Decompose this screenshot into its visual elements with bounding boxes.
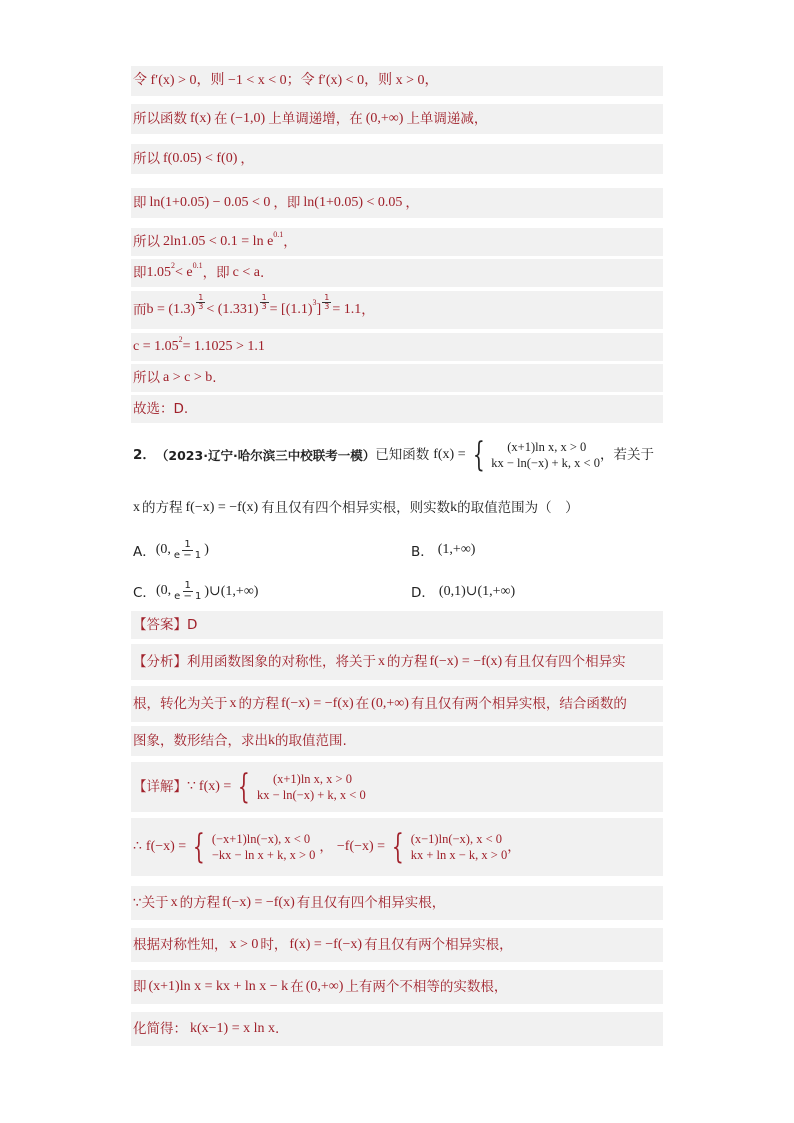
option-c[interactable] xyxy=(133,575,258,607)
detail-line-6 xyxy=(131,1012,663,1046)
math-span: f(x) = −f(−x) xyxy=(289,936,363,952)
text-span: ，即 xyxy=(202,264,230,281)
piecewise-cases xyxy=(491,439,600,471)
analysis-line-3 xyxy=(131,726,663,756)
text-span: 上有两个不相等的实数根， xyxy=(345,978,508,995)
text-span: . xyxy=(259,264,265,281)
piecewise-function xyxy=(466,435,600,475)
math-span: = [(1.1) xyxy=(269,301,313,317)
fraction xyxy=(172,581,203,602)
text-span: 时， xyxy=(260,936,288,953)
math-span: f(−x) = −f(x) xyxy=(429,653,503,669)
fraction-numerator: 1 xyxy=(184,579,191,591)
superscript: 3 xyxy=(312,298,317,308)
text-span: ，若关于 xyxy=(599,446,654,463)
text-span: ， xyxy=(361,301,375,318)
option-label: B． xyxy=(411,544,434,560)
math-span: (0,+∞) xyxy=(365,110,404,126)
text-span: ∵关于 xyxy=(133,894,169,911)
text-span: 的取值范围. xyxy=(275,732,347,749)
fraction-denominator: 3 xyxy=(198,301,204,311)
case-2: kx − ln(−x) + k, x < 0 xyxy=(491,456,600,470)
math-span: (0,+∞) xyxy=(305,978,344,994)
math-span: f(−x) = −f(x) xyxy=(185,499,259,515)
detail-line-2 xyxy=(131,818,663,876)
case-1: (x+1)ln x, x > 0 xyxy=(272,772,352,786)
solution-line-7 xyxy=(131,291,663,329)
derivative-sign-text: 令 f′(x) > 0，则 −1 < x < 0；令 f′(x) < 0，则 x > 0， xyxy=(133,72,439,88)
text-span: 有且仅有四个相异实根， xyxy=(296,894,446,911)
question-source: （2023·辽宁·哈尔滨三中校联考一模） xyxy=(155,447,376,463)
text-span: 根据对称性知， xyxy=(133,936,228,953)
math-span: ln(1+0.05) − 0.05 < 0 xyxy=(149,194,271,210)
math-span: a > c > b xyxy=(163,369,213,385)
fraction-denominator: 3 xyxy=(261,301,267,311)
math-span: ] xyxy=(316,301,322,317)
therefore-symbol: ∴ xyxy=(133,838,142,854)
detail-line-3 xyxy=(131,886,663,920)
math-span: 2ln1.05 < 0.1 = ln e xyxy=(163,233,274,249)
question-number: 2． xyxy=(133,446,156,463)
fraction-denominator: e − 1 xyxy=(173,549,202,561)
text-span: 故选：D. xyxy=(133,400,189,417)
fraction-numerator: 1 xyxy=(261,292,267,302)
option-label: A． xyxy=(133,544,156,560)
text-span: 即 xyxy=(133,978,147,995)
superscript: 0.1 xyxy=(273,230,284,240)
text-span: 在 xyxy=(290,978,304,995)
analysis-line-1 xyxy=(131,644,663,680)
math-span: c < a xyxy=(232,264,260,280)
math-span: k xyxy=(450,499,458,515)
math-span: (0,1)∪(1,+∞) xyxy=(438,583,516,599)
text-span: 图象，数形结合，求出 xyxy=(133,732,268,749)
math-span: (0, xyxy=(155,583,172,598)
math-span: ) xyxy=(204,542,209,557)
text-span: 所以 xyxy=(133,150,160,167)
text-span: 的取值范围为（ ） xyxy=(457,499,579,516)
text-span: 在 xyxy=(214,110,228,127)
math-span: x xyxy=(133,499,140,515)
text-span: 所以 xyxy=(133,369,160,386)
text-span: 上单调递减， xyxy=(406,110,488,127)
text-span: 即 xyxy=(133,194,147,211)
math-span: (0, xyxy=(155,542,171,557)
text-span: 有且仅有四个相异实根，则实数 xyxy=(261,499,451,516)
analysis-line-2 xyxy=(131,686,663,722)
function-label: f(x) = xyxy=(433,446,466,462)
text-span: ， xyxy=(283,233,297,250)
solution-line-10 xyxy=(131,395,663,423)
left-brace: { xyxy=(238,767,251,807)
case-2: kx − ln(−x) + k, x < 0 xyxy=(256,788,366,802)
math-span: c = 1.05 xyxy=(133,338,179,354)
math-span: < (1.331) xyxy=(206,301,259,317)
text-span: 在 xyxy=(355,695,370,712)
math-span: = 1.1025 > 1.1 xyxy=(182,338,265,354)
text-span: 的方程 xyxy=(179,894,221,911)
fraction-numerator: 1 xyxy=(324,292,330,302)
left-brace: { xyxy=(391,827,404,867)
text-span: 而 xyxy=(133,301,147,318)
exponent-fraction xyxy=(322,294,331,311)
detail-tag: 【详解】 xyxy=(133,778,187,795)
math-span: 1.05 xyxy=(146,264,171,280)
piecewise-function xyxy=(186,827,316,867)
math-span: (1,+∞) xyxy=(437,542,476,557)
fraction xyxy=(172,540,203,561)
math-span: (x+1)ln x = kx + ln x − k xyxy=(148,978,289,994)
math-span: (0,+∞) xyxy=(371,695,409,711)
math-span: ln(1+0.05) < 0.05 xyxy=(303,194,403,210)
option-a[interactable] xyxy=(133,534,209,566)
text-span: ， xyxy=(240,150,254,167)
superscript: 2 xyxy=(178,335,183,345)
math-span: )∪(1,+∞) xyxy=(204,583,259,599)
solution-line-8 xyxy=(131,333,663,361)
math-span: f(x) xyxy=(190,110,211,126)
text-span: 的方程 xyxy=(142,499,183,516)
detail-line-1 xyxy=(131,762,663,812)
math-span: (−1,0) xyxy=(230,110,266,126)
text-span: 根，转化为关于 xyxy=(133,695,228,712)
left-brace: { xyxy=(472,435,485,475)
superscript: 2 xyxy=(171,261,175,271)
exponent-fraction xyxy=(260,294,269,311)
piecewise-function xyxy=(385,827,508,867)
math-span: b = (1.3) xyxy=(146,301,196,317)
text-span: 有且仅有四个相异实 xyxy=(504,653,626,670)
math-span: f(−x) = −f(x) xyxy=(281,695,354,711)
question-2-header xyxy=(131,430,663,480)
piecewise-cases xyxy=(411,831,508,863)
piecewise-cases xyxy=(257,771,366,803)
text-span: ，即 xyxy=(273,194,301,211)
option-label: D． xyxy=(411,585,435,601)
superscript: 0.1 xyxy=(192,261,203,271)
detail-line-5 xyxy=(131,970,663,1004)
text-span: ， xyxy=(507,838,521,855)
text-span: 所以 xyxy=(133,233,160,250)
solution-line-3 xyxy=(131,144,663,174)
text-span: 化简得： xyxy=(133,1020,187,1037)
math-span: x xyxy=(170,894,178,910)
text-span: . xyxy=(275,1020,280,1037)
text-span: ， xyxy=(405,194,419,211)
case-2: −kx − ln x + k, x > 0 xyxy=(211,848,316,862)
exponent-fraction xyxy=(196,294,205,311)
function-label: f(−x) = xyxy=(145,838,187,854)
case-1: (−x+1)ln(−x), x < 0 xyxy=(211,832,311,846)
math-span: x xyxy=(229,695,237,711)
text-span: 所以函数 xyxy=(133,110,187,127)
text-span: ， xyxy=(319,838,333,855)
analysis-tag: 【分析】 xyxy=(133,653,187,670)
text-span: 的方程 xyxy=(238,695,279,712)
case-1: (x+1)ln x, x > 0 xyxy=(507,440,587,454)
solution-line-4 xyxy=(131,188,663,218)
option-b[interactable] xyxy=(411,534,475,566)
solution-line-5 xyxy=(131,228,663,256)
fraction-denominator: 3 xyxy=(324,301,330,311)
math-span: < e xyxy=(175,264,193,280)
solution-line-9 xyxy=(131,364,663,392)
because-symbol: ∵ xyxy=(187,778,196,794)
fraction-denominator: e − 1 xyxy=(174,590,202,602)
text-span: 即 xyxy=(133,264,147,281)
math-span: x xyxy=(378,653,385,669)
text-span: 已知函数 xyxy=(375,446,430,463)
text-span: 利用函数图象的对称性，将关于 xyxy=(187,653,376,670)
option-d[interactable] xyxy=(411,575,515,607)
math-span: f(0.05) < f(0) xyxy=(163,150,238,166)
function-label: f(x) = xyxy=(198,778,232,794)
case-2: kx + ln x − k, x > 0 xyxy=(410,848,508,862)
text-span: 上单调递增，在 xyxy=(268,110,363,127)
left-brace: { xyxy=(193,827,205,867)
detail-line-4 xyxy=(131,928,663,962)
text-span: 的方程 xyxy=(387,653,428,670)
fraction-numerator: 1 xyxy=(184,538,191,550)
math-span: k xyxy=(268,732,275,748)
answer-tag: 【答案】 xyxy=(133,616,187,633)
piecewise-function xyxy=(231,767,366,807)
function-label: −f(−x) = xyxy=(336,838,386,854)
math-span: x > 0 xyxy=(229,936,259,952)
case-1: (x−1)ln(−x), x < 0 xyxy=(410,832,502,846)
math-span: k(x−1) = x ln x xyxy=(190,1020,276,1036)
text-span: 有且仅有两个相异实根，结合函数的 xyxy=(410,695,627,712)
math-span: f(−x) = −f(x) xyxy=(222,894,295,910)
solution-line-1 xyxy=(131,66,663,96)
piecewise-cases xyxy=(212,831,316,863)
answer-value: D xyxy=(187,616,198,633)
text-span: . xyxy=(212,369,217,386)
question-2-line-2 xyxy=(131,494,663,522)
math-span: = 1.1 xyxy=(332,301,362,317)
text-span: 有且仅有两个相异实根， xyxy=(364,936,513,953)
solution-line-6 xyxy=(131,259,663,287)
fraction-numerator: 1 xyxy=(198,292,204,302)
answer-line xyxy=(131,611,663,639)
solution-line-2 xyxy=(131,104,663,134)
option-label: C． xyxy=(133,585,156,601)
